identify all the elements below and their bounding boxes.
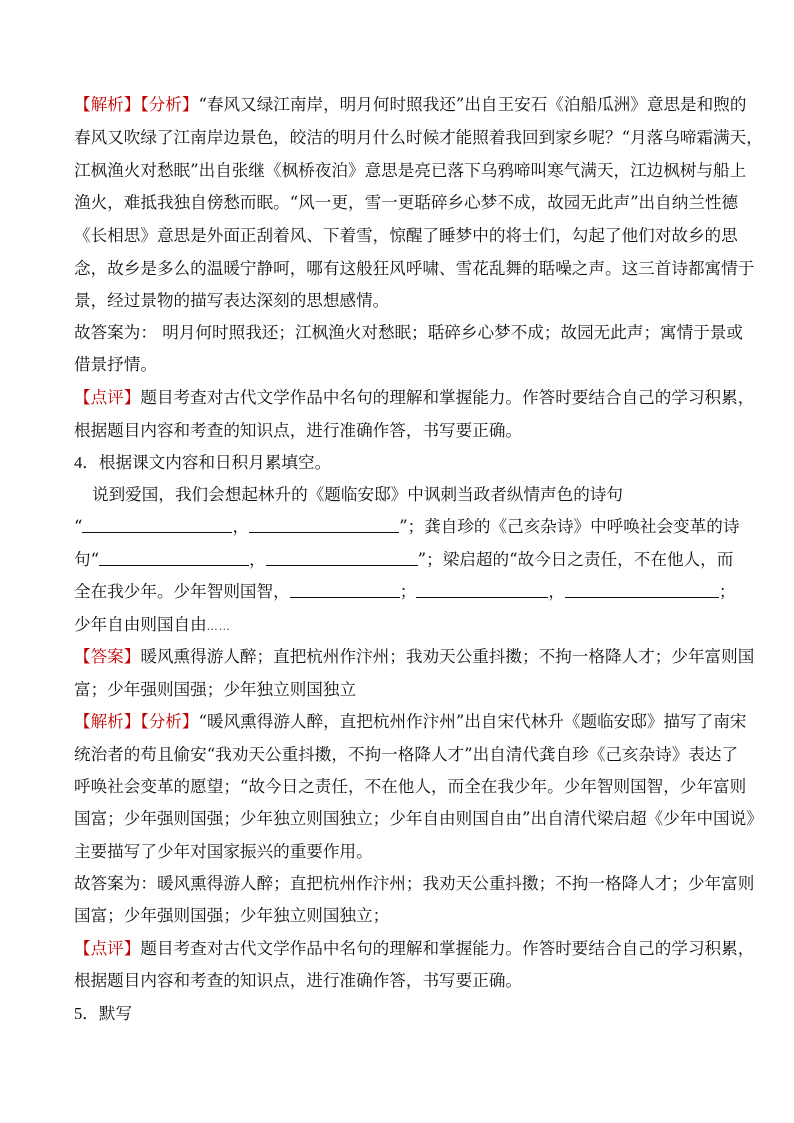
prompt-line-5: 少年自由则国自由 — [74, 615, 207, 634]
q4-answer-line-2: 富；少年强则国强；少年独立则国独立 — [74, 680, 357, 699]
prompt-line-3-rest: ”；梁启超的“故今日之责任，不在他人，而 — [417, 550, 734, 569]
prompt-line-4-start: 全在我少年。少年智则国智， — [74, 582, 290, 601]
q5-number: 5． — [74, 1004, 99, 1023]
q4-prompt-line-3 — [74, 550, 733, 570]
q4-analysis-line-2: 统治者的苟且偷安“我劝天公重抖擞，不拘一格降人才”出自清代龚自珍《己亥杂诗》表达了 — [74, 745, 739, 764]
q3-analysis-line-5: 《长相思》意思是外面正刮着风、下着雪，惊醒了睡梦中的将士们，勾起了他们对故乡的思 — [74, 226, 738, 245]
q4-comment-text: 题目考查对古代文学作品中名句的理解和掌握能力。作答时要结合自己的学习积累， — [140, 939, 755, 958]
q4-analysis-line-3: 呼唤社会变革的愿望；“故今日之责任，不在他人，而全在我少年。少年智则国智，少年富则 — [74, 777, 747, 796]
q4-answer-text: 暖风熏得游人醉；直把杭州作汴州；我劝天公重抖擞；不拘一格降人才；少年富则国 — [140, 647, 755, 666]
comment-tag: 【点评】 — [74, 388, 141, 407]
q4-analysis-line-5: 主要描写了少年对国家振兴的重要作用。 — [74, 842, 373, 861]
q3-analysis-line-4: 渔火，难抵我独自傍愁而眠。“风一更，雪一更聒碎乡心梦不成，故园无此声”出自纳兰性德 — [74, 193, 739, 212]
q4-comment-line-1 — [74, 939, 754, 959]
q4-number: 4． — [74, 453, 99, 472]
q4-prompt-line-5 — [74, 615, 231, 637]
semicolon: ； — [718, 582, 736, 601]
semicolon: ； — [399, 582, 417, 601]
fill-blank-1[interactable] — [82, 517, 232, 533]
q3-analysis-line-2: 春风又吹绿了江南岸边景色，皎洁的明月什么时候才能照着我回到家乡呢？“月落乌啼霜满天， — [74, 128, 763, 147]
q4-prompt-line-4 — [74, 582, 736, 602]
fill-blank-2[interactable] — [249, 517, 399, 533]
q4-title: 根据课文内容和日积月累填空。 — [98, 453, 332, 472]
q4-prompt-line-1: 说到爱国，我们会想起林升的《题临安邸》中讽刺当政者纵情声色的诗句 — [92, 485, 623, 504]
q5-title: 默写 — [98, 1004, 133, 1023]
q3-comment-text: 题目考查对古代文学作品中名句的理解和掌握能力。作答时要结合自己的学习积累， — [140, 388, 755, 407]
fill-blank-3[interactable] — [99, 550, 249, 566]
q4-answer-line-1 — [74, 647, 754, 667]
q4-comment-line-2: 根据题目内容和考查的知识点，进行准确作答，书写要正确。 — [74, 971, 523, 990]
fill-blank-6[interactable] — [416, 582, 548, 598]
q5-heading — [74, 1004, 132, 1024]
comma: ， — [249, 550, 266, 569]
q3-analysis-line-3: 江枫渔火对愁眠”出自张继《枫桥夜泊》意思是亮已落下乌鸦啼叫寒气满天，江边枫树与船上 — [74, 161, 747, 180]
q3-answer-line-2: 借景抒情。 — [74, 355, 157, 374]
q3-analysis-text: “春风又绿江南岸，明月何时照我还”出自王安石《泊船瓜洲》意思是和煦的 — [198, 95, 747, 114]
breakdown-tag: 【分析】 — [140, 95, 199, 114]
prompt-line-2-rest: ”；龚自珍的《己亥杂诗》中呼唤社会变革的诗 — [399, 517, 740, 536]
q3-answer-line-1: 故答案为： 明月何时照我还；江枫渔火对愁眠；聒碎乡心梦不成；故园无此声；寓情于景或 — [74, 323, 744, 342]
q3-analysis-line-7: 景，经过景物的描写表达深刻的思想感情。 — [74, 291, 390, 310]
fill-blank-4[interactable] — [266, 550, 418, 566]
comma: ， — [232, 517, 250, 536]
q3-analysis-line-1 — [74, 95, 746, 115]
q3-comment-line-2: 根据题目内容和考查的知识点，进行准确作答，书写要正确。 — [74, 421, 523, 440]
answer-tag: 【答案】 — [74, 647, 141, 666]
q4-prompt-line-2 — [74, 517, 739, 537]
comment-tag: 【点评】 — [74, 939, 141, 958]
analysis-tag: 【解析】 — [74, 95, 141, 114]
q4-analysis-line-6: 故答案为：暖风熏得游人醉；直把杭州作汴州；我劝天公重抖擞；不拘一格降人才；少年富则 — [74, 874, 755, 893]
q4-analysis-line-7: 国富；少年强则国强；少年独立则国独立； — [74, 906, 390, 925]
q3-analysis-line-6: 念，故乡是多么的温暖宁静呵，哪有这般狂风呼啸、雪花乱舞的聒噪之声。这三首诗都寓情于 — [74, 259, 755, 278]
q4-analysis-line-1 — [74, 712, 746, 732]
q4-analysis-text: “暖风熏得游人醉，直把杭州作汴州”出自宋代林升《题临安邸》描写了南宋 — [198, 712, 747, 731]
breakdown-tag: 【分析】 — [140, 712, 199, 731]
fill-blank-7[interactable] — [565, 582, 719, 598]
q4-heading — [74, 453, 331, 473]
comma: ， — [548, 582, 565, 601]
fill-blank-5[interactable] — [290, 582, 400, 598]
q3-comment-line-1 — [74, 388, 754, 408]
analysis-tag: 【解析】 — [74, 712, 141, 731]
ellipsis: …… — [206, 620, 231, 633]
q4-analysis-line-4: 国富；少年强则国强；少年独立则国独立；少年自由则国自由”出自清代梁启超《少年中国说》 — [74, 809, 763, 828]
open-quote: 句“ — [74, 550, 100, 569]
open-quote: “ — [74, 517, 83, 536]
